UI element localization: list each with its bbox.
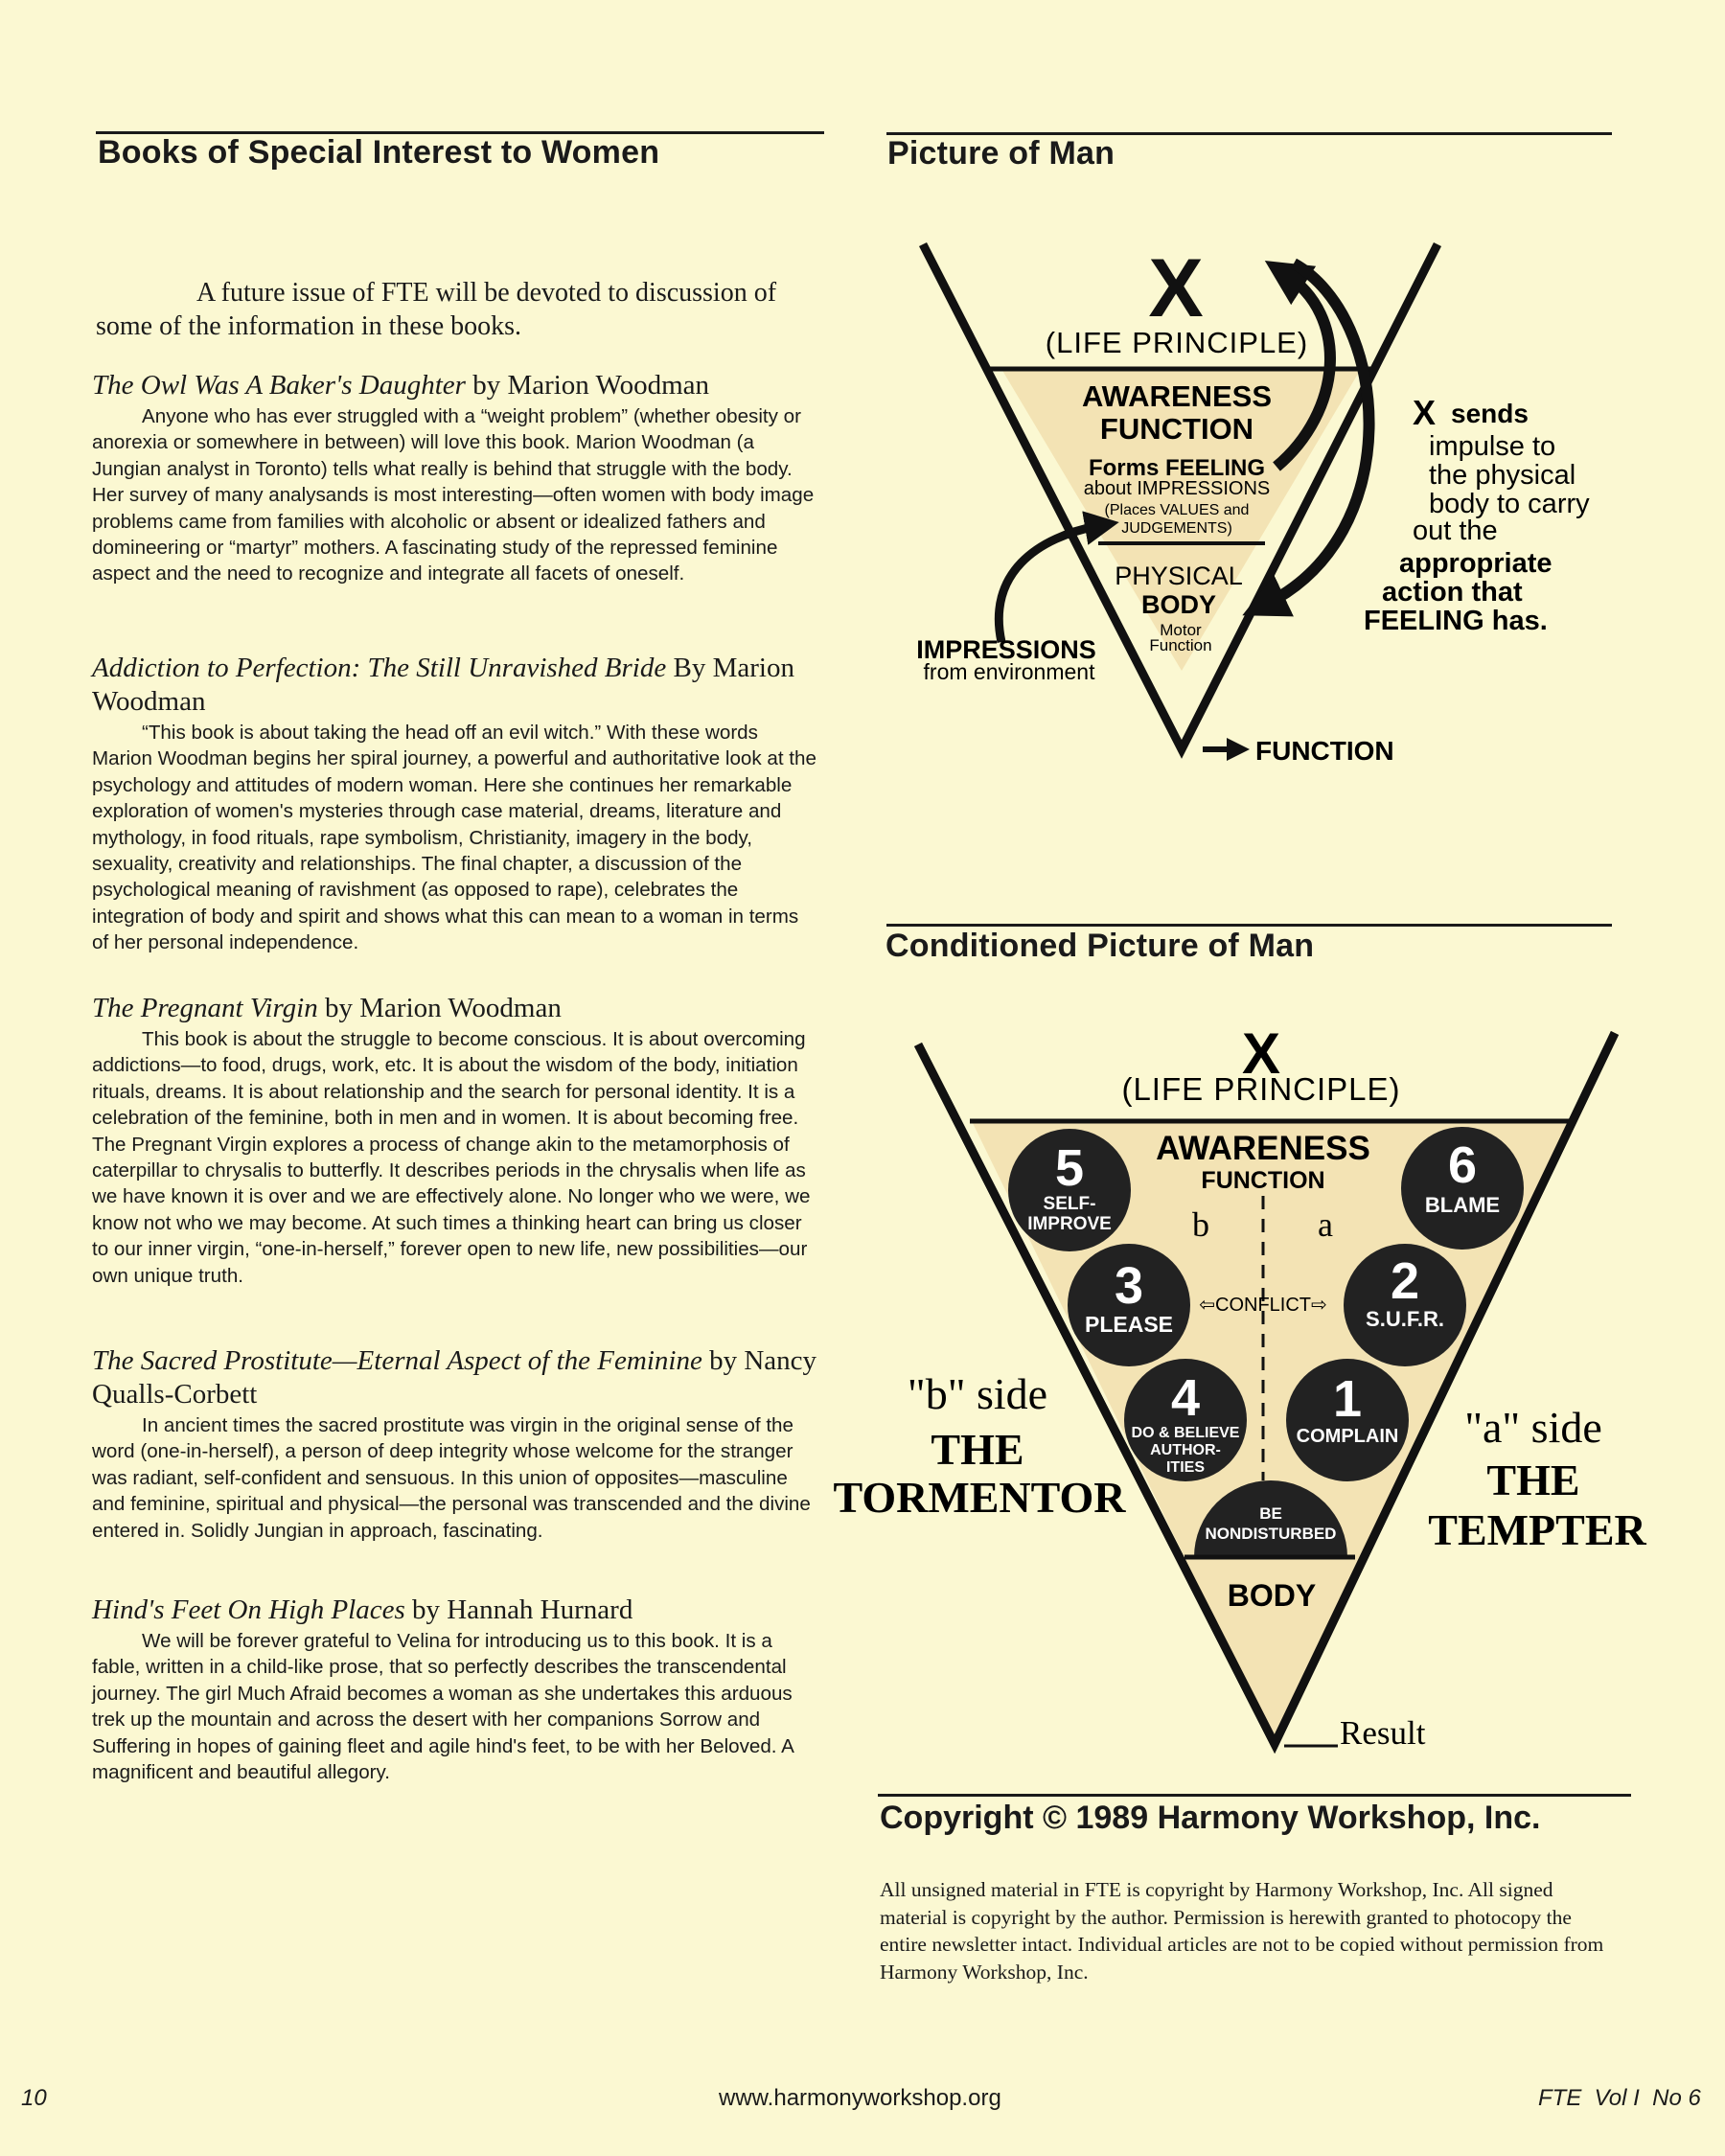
book-description: “This book is about taking the head off an evil witch.” With these words Marion Woodman begins her spiral journey, a powerful and authoritative look at the psychology and attitudes of modern woman. Here she continues her remarkable exploration of women's mysteries through case material, dreams, literature and mythology, in food rituals, rape symbolism, Christianity, imagery in the body, sexuality, creativity and relationships. The final chapter, a discussion of the psychological meaning of ravishment (as opposed to rape), celebrates the integration of body and spirit and shows what this can mean to a woman in terms of her personal independence. (92, 722, 816, 954)
a-label: a (1318, 1205, 1333, 1244)
motor-label: Motor (1160, 621, 1202, 639)
life-principle-label: (LIFE PRINCIPLE) (1121, 1071, 1401, 1107)
tempter-label: TEMPTER (1428, 1505, 1646, 1554)
b-label: b (1192, 1205, 1209, 1244)
circle-label: DO & BELIEVE (1131, 1425, 1240, 1441)
tempter-the-label: THE (1486, 1456, 1580, 1504)
x-mark-icon: X (1148, 242, 1204, 334)
awareness-function-label: FUNCTION (1099, 412, 1254, 446)
book-title: Hind's Feet On High Places (92, 1594, 405, 1625)
circle-number: 4 (1170, 1369, 1201, 1427)
book-title: Addiction to Perfection: The Still Unravished Bride (92, 653, 667, 683)
copyright-title: Copyright © 1989 Harmony Workshop, Inc. (880, 1800, 1541, 1836)
circle-6-blame (1401, 1127, 1524, 1250)
book-title: The Owl Was A Baker's Daughter (92, 370, 466, 401)
x-mark-icon: X (1241, 1021, 1281, 1086)
body-label: BODY (1227, 1578, 1317, 1613)
circle-number: 3 (1114, 1257, 1144, 1315)
circle-number: 1 (1332, 1370, 1363, 1428)
section-title-books: Books of Special Interest to Women (98, 134, 660, 171)
motor-function-label: Function (1149, 636, 1212, 654)
conflict-arrow-left-icon: ⇦ (1199, 1295, 1215, 1316)
circle-3-please (1068, 1244, 1190, 1366)
nondisturbed-label: NONDISTURBED (1205, 1525, 1337, 1543)
copyright-top-rule (878, 1794, 1631, 1797)
circle-5-self-improve (1008, 1129, 1131, 1251)
result-label: Result (1340, 1714, 1426, 1752)
circle-4-do-believe (1124, 1359, 1247, 1481)
sends-line: impulse to (1429, 431, 1556, 462)
sends-line: sends (1451, 399, 1529, 428)
conflict-arrow-right-icon: ⇨ (1311, 1295, 1327, 1316)
from-environment-label: from environment (923, 659, 1095, 684)
circle-number: 2 (1390, 1252, 1420, 1310)
book-description: We will be forever grateful to Velina for introducing us to this book. It is a fable, written in a child-like prose, that so perfectly describes the transcendental journey. The girl Much Afraid becomes a woman as she undertakes this arduous trek up the mountain and across the desert with her companions Sorrow and Suffering in hopes of gaining fleet and agile hind's feet, to be with her Beloved. A magnificent and beautiful allegory. (92, 1630, 794, 1784)
physical-label: PHYSICAL (1115, 562, 1243, 590)
circle-label: ITIES (1165, 1459, 1206, 1476)
function-label: FUNCTION (1201, 1167, 1325, 1194)
book-author: by Hannah Hurnard (404, 1594, 633, 1625)
places-values-label: (Places VALUES and (1104, 502, 1250, 518)
intro-paragraph: A future issue of FTE will be devoted to discussion of some of the information in these books. (96, 278, 777, 341)
sends-line: action that (1382, 577, 1523, 608)
sends-line: the physical (1429, 460, 1576, 491)
function-label: FUNCTION (1255, 736, 1394, 766)
a-side-label: "a" side (1464, 1403, 1602, 1452)
book-author: By Marion Woodman (92, 653, 794, 717)
tormentor-label: TORMENTOR (833, 1473, 1126, 1522)
book-description: Anyone who has ever struggled with a “weight problem” (whether obesity or anorexia or somewhere in between) will love this book. Marion Woodman (a Jungian analyst in Toronto) tells what really is behind that struggle with the body. Her survey of many analysands is most interesting—often women with body image problems came from families with alcoholic or absent or idealized fathers and domineering or “martyr” mothers. A fascinating study of the repressed feminine aspect and the need to recognize and integrate all facets of oneself. (92, 405, 815, 585)
circle-label: IMPROVE (1027, 1214, 1112, 1234)
footer-url[interactable]: www.harmonyworkshop.org (719, 2085, 1001, 2111)
book-title: The Sacred Prostitute—Eternal Aspect of the Feminine (92, 1345, 702, 1376)
book-author: by Marion Woodman (465, 370, 710, 401)
be-label: BE (1259, 1504, 1282, 1523)
tormentor-the-label: THE (931, 1425, 1024, 1474)
circle-number: 5 (1054, 1139, 1085, 1197)
conflict-text: CONFLICT (1215, 1295, 1311, 1316)
b-side-label: "b" side (907, 1369, 1048, 1418)
book-title: The Pregnant Virgin (92, 993, 318, 1023)
book-author: by Marion Woodman (317, 993, 562, 1023)
circle-number: 6 (1447, 1136, 1478, 1194)
awareness-label: AWARENESS (1081, 379, 1273, 413)
sends-line: out the (1413, 516, 1498, 546)
body-label: BODY (1140, 590, 1217, 619)
impressions-label: IMPRESSIONS (916, 635, 1096, 664)
sends-line: appropriate (1399, 548, 1552, 579)
copyright-note: All unsigned material in FTE is copyright by Harmony Workshop, Inc. All signed material is copyright by the author. Permission is herewith granted to photocopy the entire newsletter intact. Individual articles are not to be copied without permission from Harmony Workshop, Inc. (880, 1878, 1604, 1984)
circle-label: PLEASE (1084, 1312, 1174, 1337)
conflict-label (1199, 1295, 1327, 1316)
life-principle-label: (LIFE PRINCIPLE) (1045, 326, 1309, 359)
forms-feeling-label: Forms FEELING (1088, 455, 1266, 481)
about-impressions-label: about IMPRESSIONS (1083, 478, 1271, 499)
circle-label: BLAME (1424, 1193, 1501, 1217)
book-description: In ancient times the sacred prostitute was virgin in the original sense of the word (one-in-herself), a person of deep integrity whose welcome for the stranger was radiant, self-confident and sensuous. In this union of opposites—masculine and feminine, spiritual and physical—the personal was transcended and the divine entered in. Solidly Jungian in approach, fascinating. (92, 1414, 811, 1542)
circle-label: SELF- (1043, 1194, 1096, 1214)
footer-issue: FTE Vol I No 6 (1538, 2085, 1701, 2111)
awareness-label: AWARENESS (1156, 1130, 1370, 1167)
section-title-picture: Picture of Man (887, 135, 1116, 172)
circle-label: COMPLAIN (1296, 1426, 1399, 1447)
book-author: by Nancy Qualls-Corbett (92, 1345, 816, 1410)
circle-label: S.U.F.R. (1366, 1307, 1444, 1331)
circle-2-sufr (1344, 1244, 1466, 1366)
circle-1-complain (1286, 1359, 1409, 1481)
section-title-conditioned: Conditioned Picture of Man (886, 928, 1315, 964)
judgements-label: JUDGEMENTS) (1121, 520, 1232, 537)
circle-label: AUTHOR- (1150, 1442, 1221, 1458)
book-description: This book is about the struggle to become conscious. It is about overcoming addictions—to food, drugs, work, etc. It is about the wisdom of the body, initiation rituals, dreams. It is about relationship and the search for personal identity. It is a celebration of the feminine, both in men and in women. It is about becoming free. The Pregnant Virgin explores a process of change akin to the metamorphosis of caterpillar to chrysalis to butterfly. It describes periods in the chrysalis when life as we have known it is over and we are effectively alone. No longer who we were, we know not who we may become. At such times a thinking heart can bring us closer to our inner virgin, “one-in-herself,” forever open to new life, new possibilities—our own unique truth. (92, 1028, 811, 1287)
sends-x-icon: X (1413, 393, 1437, 432)
sends-line: body to carry (1429, 489, 1590, 519)
page-number: 10 (21, 2085, 47, 2111)
sends-line: FEELING has. (1364, 606, 1548, 636)
